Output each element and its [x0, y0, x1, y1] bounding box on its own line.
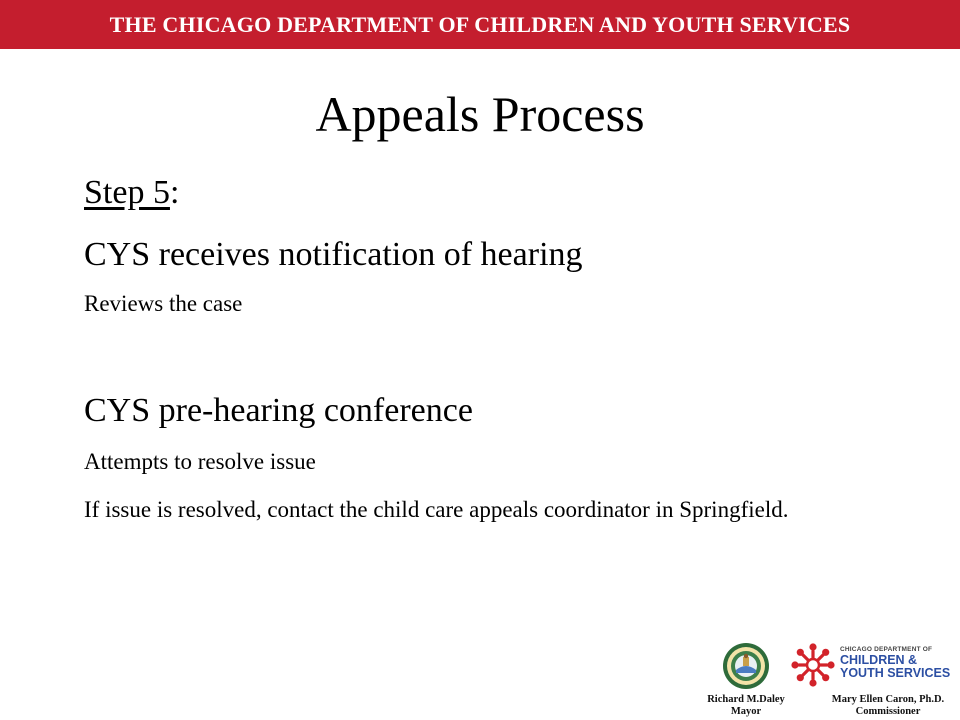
cys-wheel-logo-icon: [790, 642, 836, 688]
step-heading: [84, 170, 904, 216]
bullet-heading-conference: CYS pre-hearing conference: [84, 392, 473, 429]
mayor-name: Richard M.Daley: [707, 694, 785, 705]
bullet-text-review: Reviews the case: [84, 291, 243, 316]
cys-logo-line1: CHILDREN &: [840, 653, 918, 667]
banner-title: THE CHICAGO DEPARTMENT OF CHILDREN AND YOUTH SERVICES: [109, 11, 851, 37]
mayor-title: Mayor: [730, 706, 762, 717]
commissioner-name: Mary Ellen Caron, Ph.D.: [831, 694, 945, 705]
bullet-text-resolve: Attempts to resolve issue: [84, 449, 316, 474]
cys-logo-line2: YOUTH SERVICES: [840, 666, 951, 680]
step-colon: :: [169, 174, 180, 211]
cys-logo-small-text: CHICAGO DEPARTMENT OF: [840, 646, 933, 653]
city-seal-icon: [722, 642, 770, 690]
bullet-text-contact: If issue is resolved, contact the child care appeals coordinator in Springfield.: [84, 497, 789, 522]
slide-body: [84, 170, 904, 528]
slide-title: Appeals Process: [315, 86, 645, 142]
bullet-heading-notification: CYS receives notification of hearing: [84, 236, 583, 273]
cys-logo-text: [840, 646, 960, 680]
footer-logos: [700, 630, 960, 720]
mayor-signature: [700, 694, 792, 718]
commissioner-title: Commissioner: [855, 706, 921, 717]
commissioner-signature: [818, 694, 958, 718]
step-label: Step 5: [84, 174, 170, 211]
header-banner: [0, 0, 960, 49]
